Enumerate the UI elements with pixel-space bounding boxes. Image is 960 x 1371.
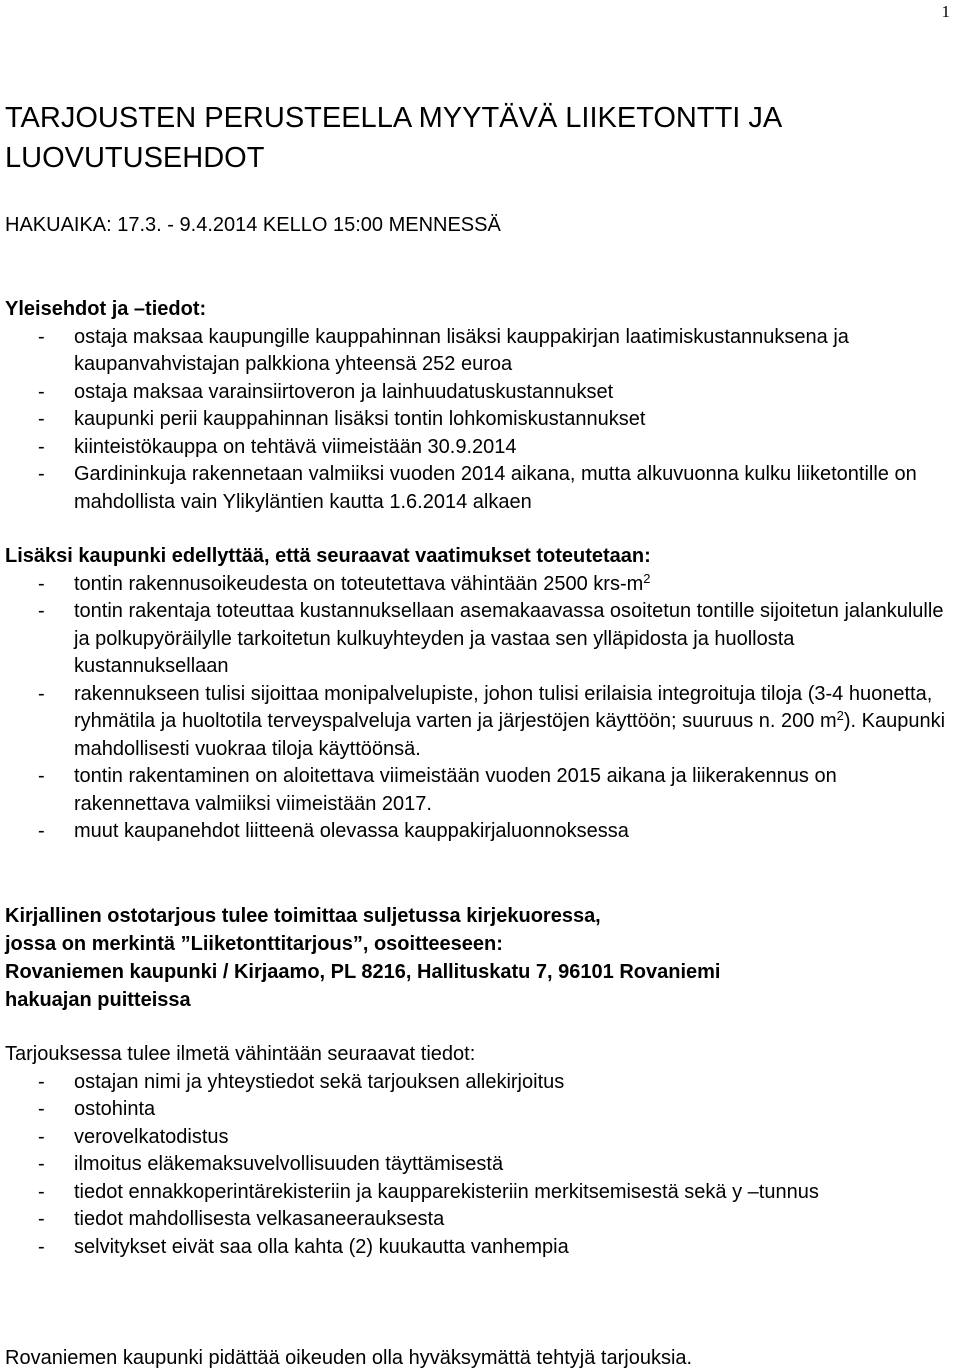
list-item: - Gardininkuja rakennetaan valmiiksi vuoden 2014 aikana, mutta alkuvuonna kulku liiketontille on mahdollista vain Ylikyläntien kautta 1.6.2014 alkaen (5, 461, 950, 516)
list-item: - selvitykset eivät saa olla kahta (2) kuukautta vanhempia (5, 1234, 950, 1262)
offer-contents-list (5, 1069, 950, 1262)
list-item: - tontin rakentaminen on aloitettava viimeistään vuoden 2015 aikana ja liikerakennus on rakennettava valmiiksi viimeistään 2017. (5, 763, 950, 818)
list-item (5, 571, 950, 599)
application-deadline: HAKUAIKA: 17.3. - 9.4.2014 KELLO 15:00 MENNESSÄ (5, 214, 501, 236)
offer-submission-section (5, 902, 950, 1014)
page-number: 1 (941, 2, 950, 21)
offer-line: Kirjallinen ostotarjous tulee toimittaa suljetussa kirjekuoressa, (5, 905, 601, 927)
requirements-heading: Lisäksi kaupunki edellyttää, että seuraavat vaatimukset toteutetaan: (5, 545, 651, 567)
list-item: - muut kaupanehdot liitteenä olevassa kauppakirjaluonnoksessa (5, 818, 950, 846)
list-item: - kaupunki perii kauppahinnan lisäksi tontin lohkomiskustannukset (5, 406, 950, 434)
requirements-list (5, 571, 950, 846)
offer-address: Rovaniemen kaupunki / Kirjaamo, PL 8216, Hallituskatu 7, 96101 Rovaniemi (5, 961, 721, 983)
list-item: - ostaja maksaa varainsiirtoveron ja lainhuudatuskustannukset (5, 379, 950, 407)
list-item: - ostaja maksaa kaupungille kauppahinnan lisäksi kauppakirjan laatimiskustannuksena ja kaupanvahvistajan palkkiona yhteensä 252 euroa (5, 324, 950, 379)
list-item: - ostajan nimi ja yhteystiedot sekä tarjouksen allekirjoitus (5, 1069, 950, 1097)
requirements-section (5, 543, 950, 846)
list-item (5, 681, 950, 764)
list-item: - ilmoitus eläkemaksuvelvollisuuden täyttämisestä (5, 1151, 950, 1179)
list-item: - tiedot mahdollisesta velkasaneerauksesta (5, 1206, 950, 1234)
item-text: tontin rakennusoikeudesta on toteutettava vähintään 2500 krs-m (74, 572, 644, 595)
item-text-tail: ). Kaupunki mahdollisesti vuokraa tiloja käyttöönsä. (74, 710, 946, 760)
superscript: 2 (836, 708, 844, 723)
offer-contents-section (5, 1041, 950, 1261)
item-text: rakennukseen tulisi sijoittaa monipalvelupiste, johon tulisi erilaisia integroituja tiloja (3-4 huonetta, ryhmätila ja huoltotila terveyspalveluja varten ja järjestöjen käyttöön; suuruus n. 200 m (74, 682, 933, 732)
offer-line: jossa on merkintä ”Liiketonttitarjous”, osoitteeseen: (5, 933, 503, 955)
list-item: - kiinteistökauppa on tehtävä viimeistään 30.9.2014 (5, 434, 950, 462)
list-item: - tontin rakentaja toteuttaa kustannuksellaan asemakaavassa osoitetun tontille sijoitetun jalankululle ja polkupyöräilylle tarkoitetun kulkuyhteyden ja vastaa sen ylläpidosta ja huollosta kustannuksellaan (5, 598, 950, 681)
general-terms-section (5, 296, 950, 516)
reservation-note: Rovaniemen kaupunki pidättää oikeuden olla hyväksymättä tehtyjä tarjouksia. (5, 1347, 693, 1369)
offer-contents-intro: Tarjouksessa tulee ilmetä vähintään seuraavat tiedot: (5, 1043, 476, 1065)
document-title: TARJOUSTEN PERUSTEELLA MYYTÄVÄ LIIKETONTTI JA LUOVUTUSEHDOT (5, 102, 781, 174)
offer-line: hakuajan puitteissa (5, 989, 191, 1011)
general-terms-list (5, 324, 950, 517)
list-item: - verovelkatodistus (5, 1124, 950, 1152)
superscript: 2 (643, 570, 651, 586)
list-item: - ostohinta (5, 1096, 950, 1124)
list-item: - tiedot ennakkoperintärekisteriin ja kaupparekisteriin merkitsemisestä sekä y –tunnus (5, 1179, 950, 1207)
general-terms-heading: Yleisehdot ja –tiedot: (5, 298, 207, 320)
